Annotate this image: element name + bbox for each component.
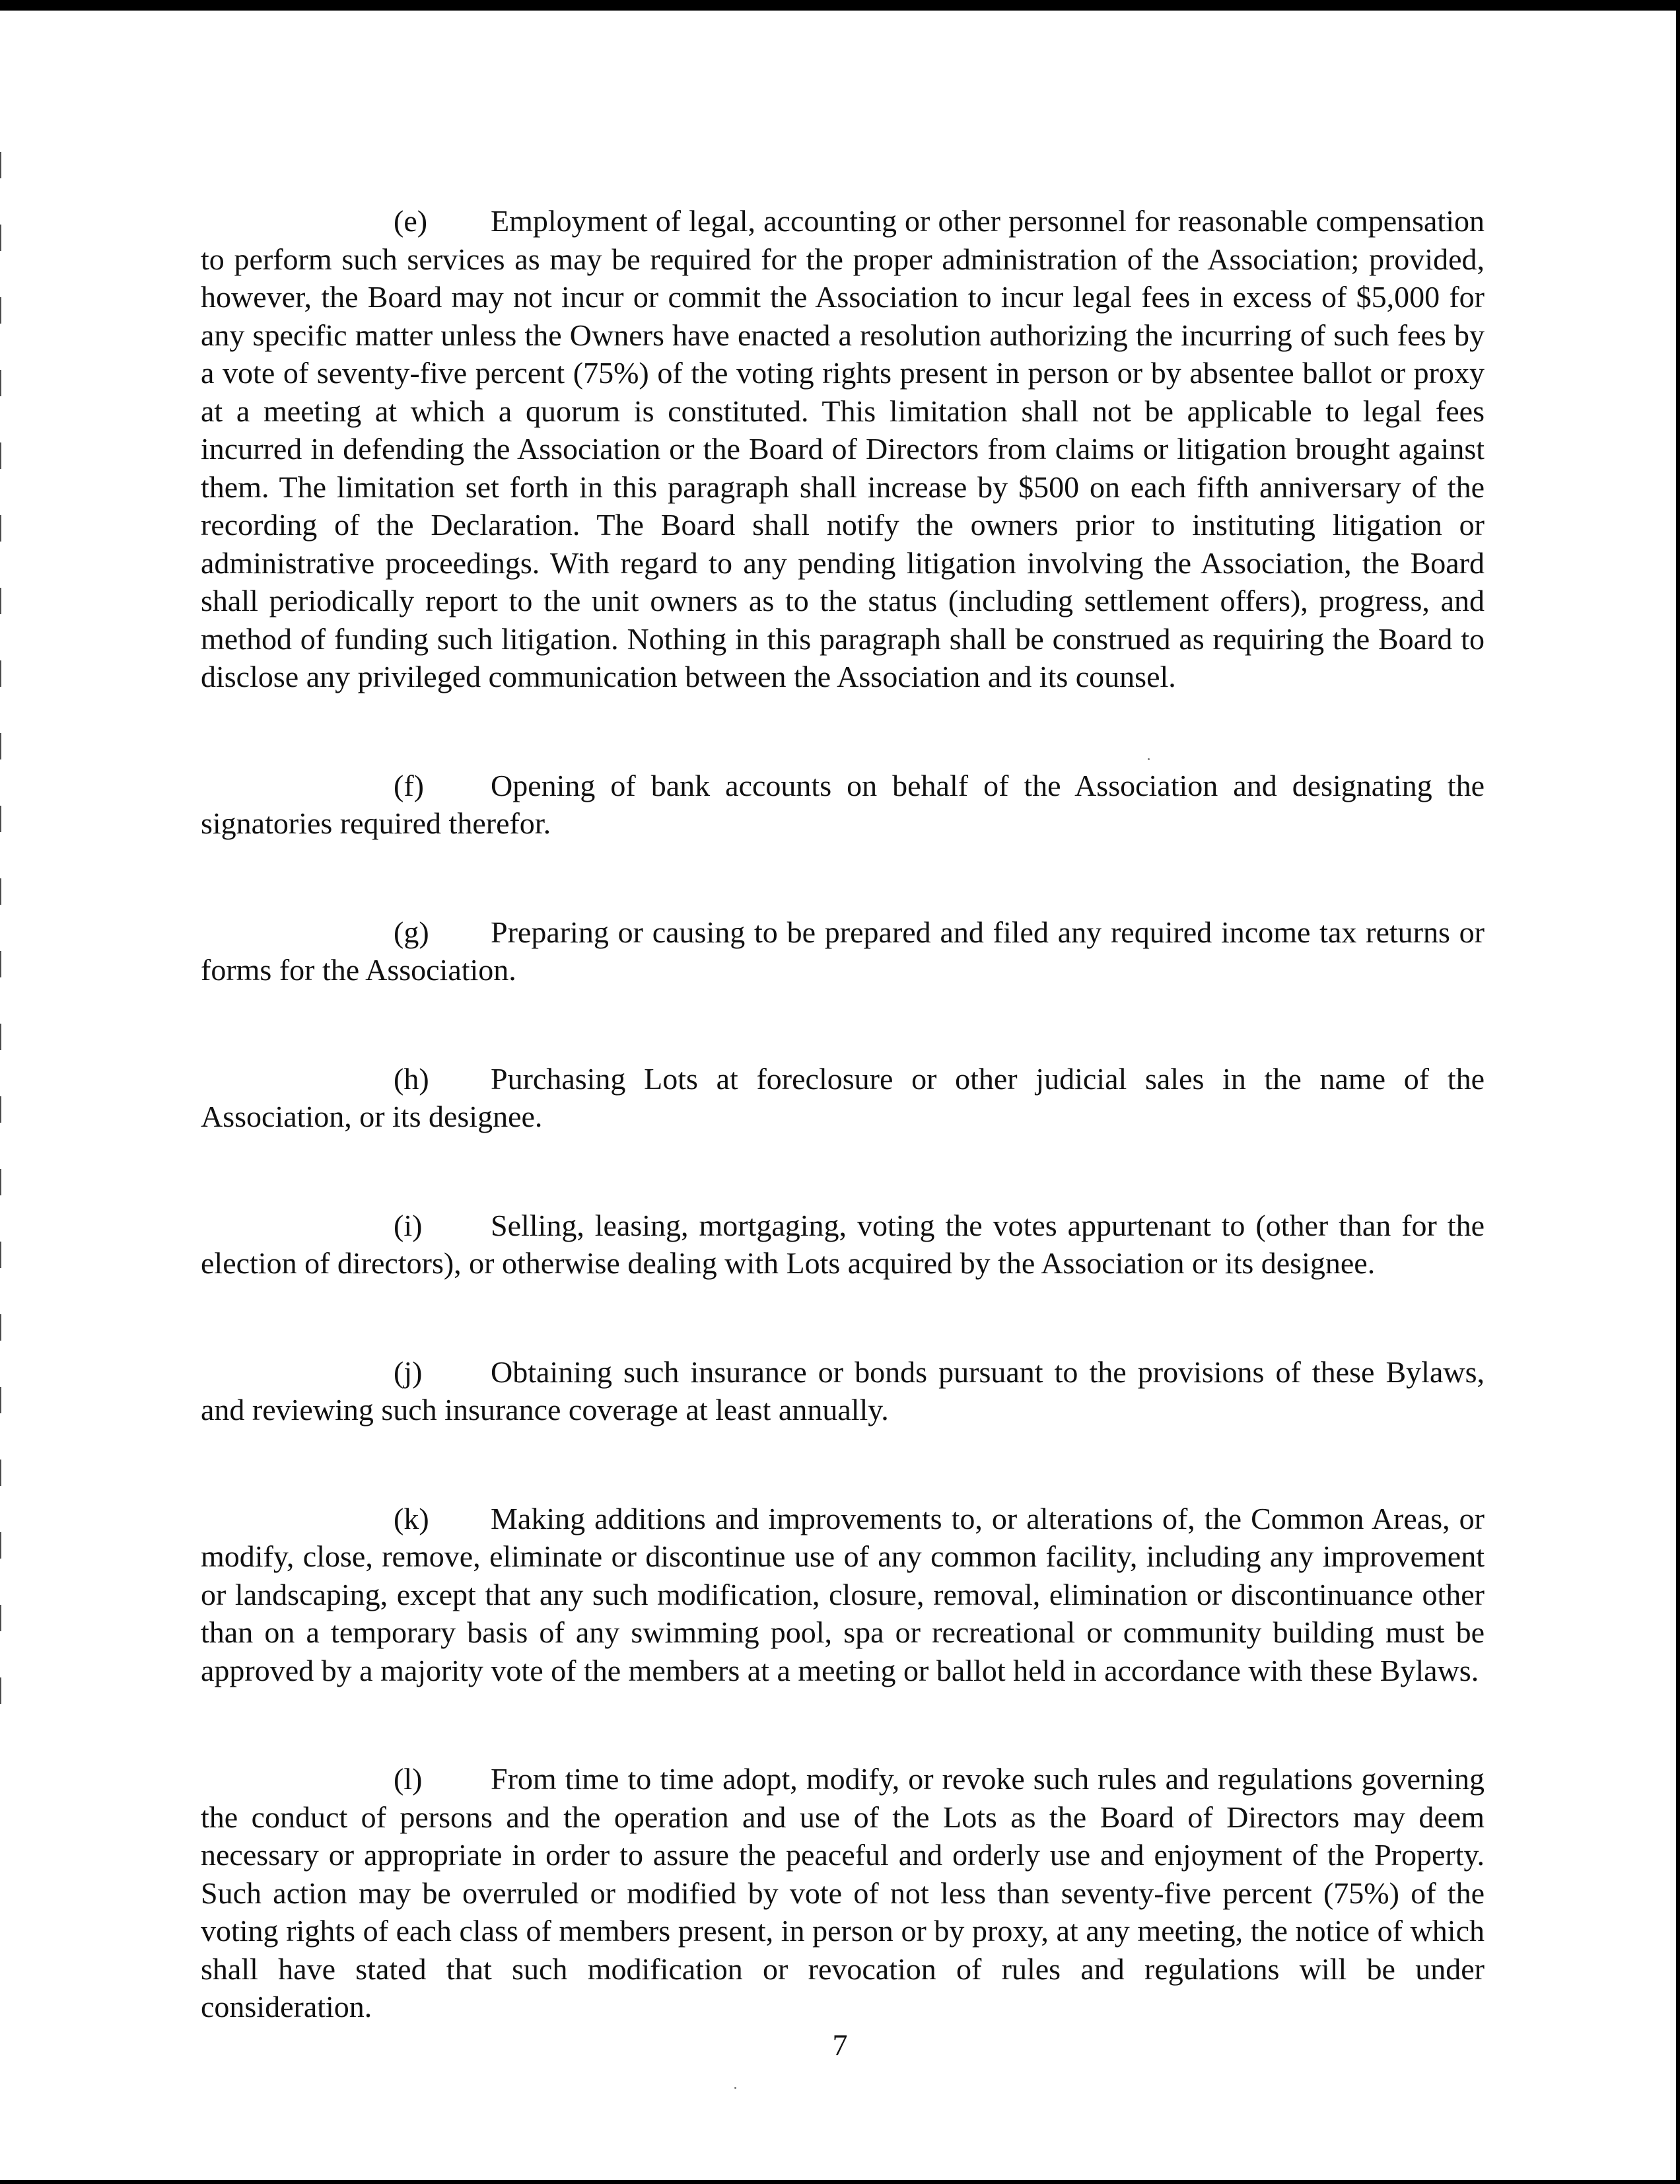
paragraph-label: (f) xyxy=(394,768,424,802)
paragraph-text: Obtaining such insurance or bonds pursuant to the provisions of these Bylaws, and reviewing such insurance coverage at least annually. xyxy=(201,1355,1485,1427)
scan-margin-marks xyxy=(0,152,1,1737)
page-number: 7 xyxy=(832,2028,848,2062)
scan-border-bottom xyxy=(0,2180,1680,2184)
paragraph-label: (l) xyxy=(394,1762,423,1796)
paragraph-f xyxy=(201,767,1485,843)
paragraph-label: (i) xyxy=(394,1208,423,1242)
paragraph-e xyxy=(201,202,1485,696)
scan-border-right xyxy=(1676,0,1680,2184)
paragraph-label: (e) xyxy=(394,204,428,238)
paragraph-label: (k) xyxy=(394,1501,429,1535)
document-body xyxy=(201,202,1485,2097)
paragraph-i xyxy=(201,1207,1485,1283)
scan-border-top xyxy=(0,0,1680,11)
paragraph-text: Preparing or causing to be prepared and filed any required income tax returns or forms for the Association. xyxy=(201,915,1485,987)
paragraph-label: (j) xyxy=(394,1355,423,1389)
paragraph-h xyxy=(201,1060,1485,1136)
paragraph-k xyxy=(201,1500,1485,1690)
paragraph-text: From time to time adopt, modify, or revoke such rules and regulations governing the conduct of persons and the operation and use of the Lots as the Board of Directors may deem necessary or appropriate in order to assure the peaceful and orderly use and enjoyment of the Property. Such action may be overruled or modified by vote of not less than seventy-five percent (75%) of the voting rights of each class of members present, in person or by proxy, at any meeting, the notice of which shall have stated that such modification or revocation of rules and regulations will be under consideration. xyxy=(201,1762,1485,2024)
paragraph-text: Purchasing Lots at foreclosure or other judicial sales in the name of the Association, or its designee. xyxy=(201,1061,1485,1133)
paragraph-label: (h) xyxy=(394,1061,429,1096)
paragraph-label: (g) xyxy=(394,915,429,949)
scan-speck xyxy=(1148,758,1150,760)
paragraph-text: Making additions and improvements to, or alterations of, the Common Areas, or modify, close, remove, eliminate or discontinue use of any common facility, including any improvement or landscaping, except that any such modification, closure, removal, elimination or discontinuance other than on a temporary basis of any swimming pool, spa or recreational or community building must be approved by a majority vote of the members at a meeting or ballot held in accordance with these Bylaws. xyxy=(201,1501,1485,1687)
paragraph-j xyxy=(201,1353,1485,1429)
paragraph-text: Opening of bank accounts on behalf of the Association and designating the signatories required therefor. xyxy=(201,768,1485,840)
paragraph-text: Selling, leasing, mortgaging, voting the votes appurtenant to (other than for the election of directors), or otherwise dealing with Lots acquired by the Association or its designee. xyxy=(201,1208,1485,1280)
paragraph-l xyxy=(201,1760,1485,2026)
paragraph-g xyxy=(201,913,1485,989)
paragraph-text: Employment of legal, accounting or other personnel for reasonable compensation to perform such services as may be required for the proper administration of the Association; provided, however, the Board may not incur or commit the Association to incur legal fees in excess of $5,000 for any specific matter unless the Owners have enacted a resolution authorizing the incurring of such fees by a vote of seventy-five percent (75%) of the voting rights present in person or by absentee ballot or proxy at a meeting at which a quorum is constituted. This limitation shall not be applicable to legal fees incurred in defending the Association or the Board of Directors from claims or litigation brought against them. The limitation set forth in this paragraph shall increase by $500 on each fifth anniversary of the recording of the Declaration. The Board shall notify the owners prior to instituting litigation or administrative proceedings. With regard to any pending litigation involving the Association, the Board shall periodically report to the unit owners as to the status (including settlement offers), progress, and method of funding such litigation. Nothing in this paragraph shall be construed as requiring the Board to disclose any privileged communication between the Association and its counsel. xyxy=(201,204,1485,693)
scan-speck xyxy=(734,2087,736,2089)
